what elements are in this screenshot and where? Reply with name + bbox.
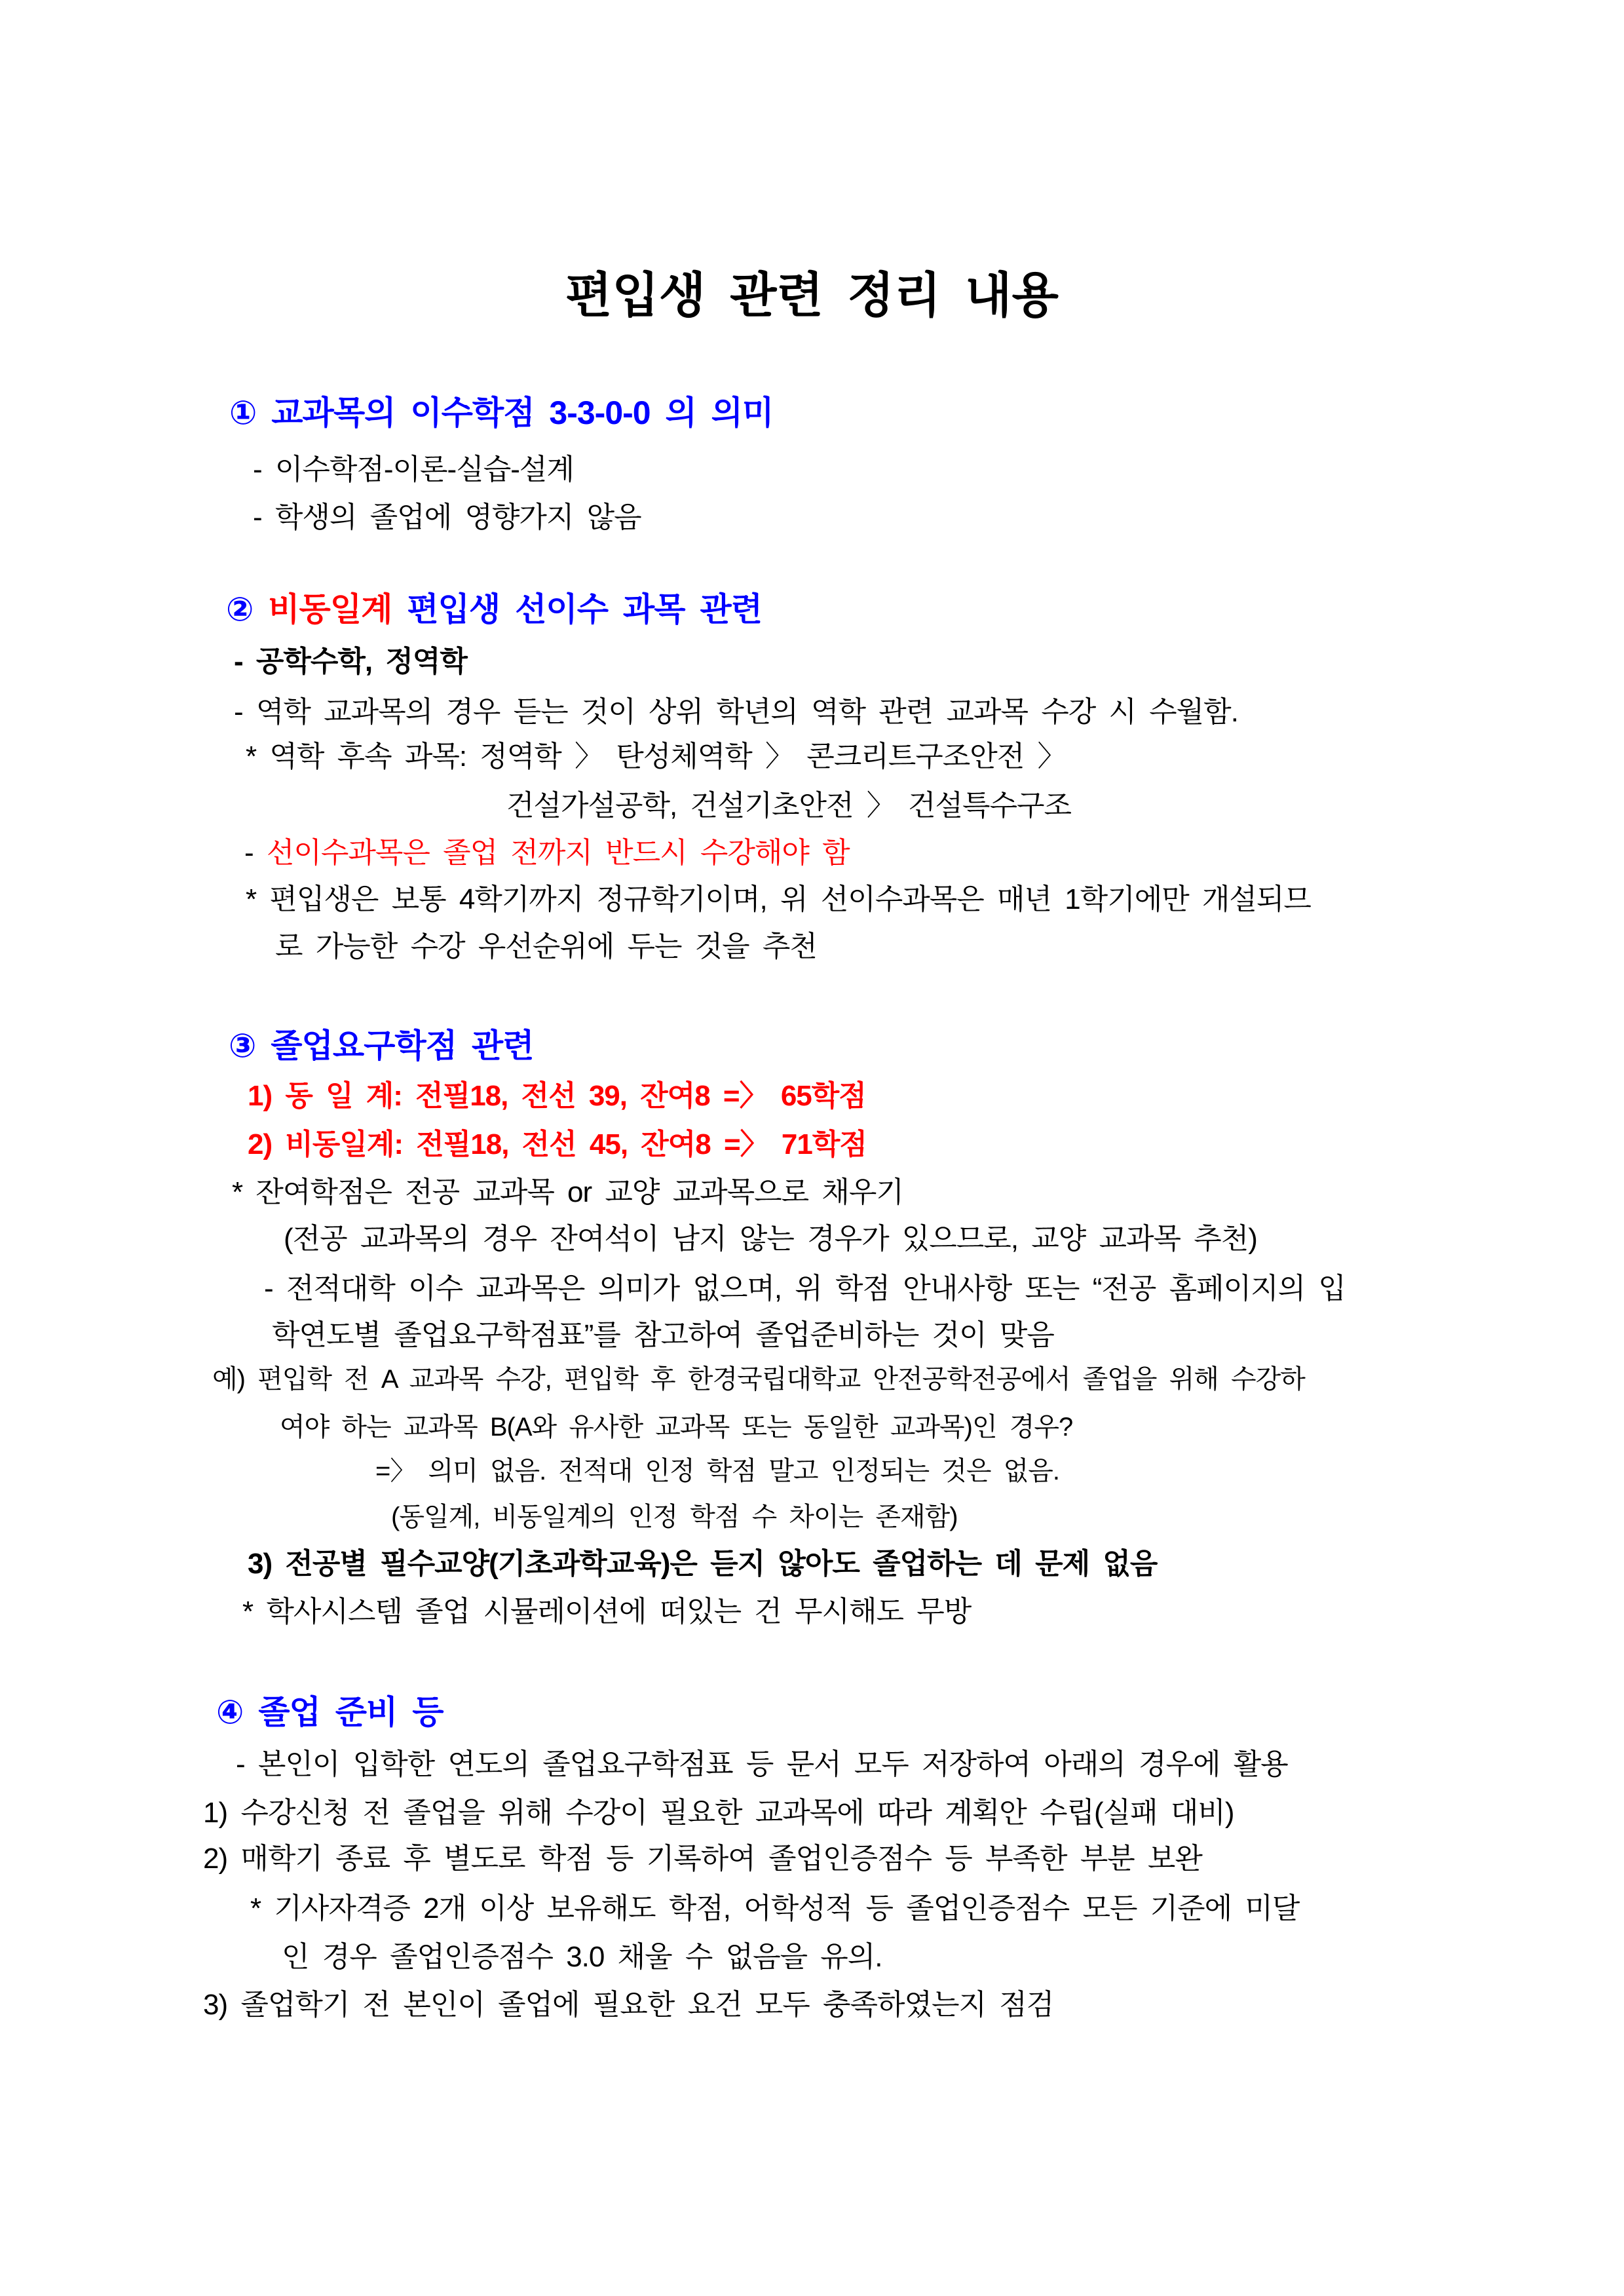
s4-line-certification-note: * 기사자격증 2개 이상 보유해도 학점, 어학성적 등 졸업인증점수 모든 기준에 미달 (250, 1892, 1300, 1924)
s3-line-previous-university-wrap: 학연도별 졸업요구학점표”를 참고하여 졸업준비하는 것이 맞음 (272, 1319, 1054, 1351)
s3-line-same-field-credits: 1) 동 일 계: 전필18, 전선 39, 잔여8 =〉 65학점 (248, 1080, 866, 1112)
s2-line-semester-note: * 편입생은 보통 4학기까지 정규학기이며, 위 선이수과목은 매년 1학기에만 개설되므 (246, 883, 1311, 915)
s1-line-no-effect: - 학생의 졸업에 영향가지 않음 (253, 501, 641, 533)
section-3-number: ③ (229, 1027, 271, 1064)
s1-line-credit-format: - 이수학점-이론-실습-설계 (253, 453, 574, 486)
section-2-heading-red-part: 비동일계 (268, 591, 392, 628)
s3-line-example-wrap: 여야 하는 교과목 B(A와 유사한 교과목 또는 동일한 교과목)인 경우? (280, 1413, 1073, 1442)
section-2-number: ② (226, 591, 269, 628)
s2-prereq-dash: - (244, 837, 267, 869)
section-3-heading-text: 졸업요구학점 관련 (271, 1027, 534, 1064)
section-2-heading (226, 591, 762, 629)
section-2-heading-rest: 편입생 선이수 과목 관련 (392, 591, 763, 628)
s3-line-example-answer: =〉 의미 없음. 전적대 인정 학점 말고 인정되는 것은 없음. (375, 1457, 1060, 1485)
s4-line-plan-before-registration: 1) 수강신청 전 졸업을 위해 수강이 필요한 교과목에 따라 계획안 수립(실패 대비) (203, 1797, 1234, 1829)
section-4-heading-text: 졸업 준비 등 (258, 1694, 444, 1731)
s2-line-courses: - 공학수학, 정역학 (234, 645, 467, 678)
s3-line-example: 예) 편입학 전 A 교과목 수강, 편입학 후 한경국립대학교 안전공학전공에서 졸업을 위해 수강하 (212, 1365, 1305, 1394)
section-3-heading (229, 1027, 534, 1065)
page-title: 편입생 관련 정리 내용 (565, 268, 1059, 322)
section-1-number: ① (229, 394, 272, 431)
section-4-number: ④ (216, 1694, 259, 1731)
section-1-heading (229, 394, 773, 432)
s3-line-required-liberal-arts: 3) 전공별 필수교양(기초과학교육)은 듣지 않아도 졸업하는 데 문제 없음 (248, 1548, 1158, 1580)
s4-line-final-check: 3) 졸업학기 전 본인이 졸업에 필요한 요건 모두 충족하였는지 점검 (203, 1989, 1054, 2021)
s3-line-remaining-credits: * 잔여학점은 전공 교과목 or 교양 교과목으로 채우기 (232, 1176, 903, 1208)
s3-line-previous-university: - 전적대학 이수 교과목은 의미가 없으며, 위 학점 안내사항 또는 “전공 홈페이지의 입 (264, 1272, 1346, 1305)
s4-line-certification-note-wrap: 인 경우 졸업인증점수 3.0 채울 수 없음을 유의. (282, 1941, 882, 1973)
s4-line-save-documents: - 본인이 입학한 연도의 졸업요구학점표 등 문서 모두 저장하여 아래의 경우에 활용 (236, 1748, 1288, 1780)
s3-line-example-answer-note: (동일계, 비동일계의 인정 학점 수 차이는 존재함) (391, 1502, 958, 1531)
s2-line-follow-up-courses: * 역학 후속 과목: 정역학 〉 탄성체역학 〉 콘크리트구조안전 〉 (246, 740, 1066, 773)
s3-line-remaining-credits-note: (전공 교과목의 경우 잔여석이 남지 않는 경우가 있으므로, 교양 교과목 추천) (284, 1223, 1257, 1255)
s2-prereq-warning-text: 선이수과목은 졸업 전까지 반드시 수강해야 함 (266, 837, 850, 869)
section-4-heading (216, 1694, 444, 1732)
s2-line-follow-up-courses-wrap: 건설가설공학, 건설기초안전 〉 건설특수구조 (506, 790, 1071, 822)
s3-line-simulation-note: * 학사시스템 졸업 시뮬레이션에 떠있는 건 무시해도 무방 (242, 1596, 972, 1628)
s3-line-different-field-credits: 2) 비동일계: 전필18, 전선 45, 잔여8 =〉 71학점 (248, 1128, 867, 1160)
s2-line-mechanics-benefit: - 역학 교과목의 경우 듣는 것이 상위 학년의 역학 관련 교과목 수강 시 수월함. (234, 696, 1238, 728)
s2-line-semester-note-wrap: 로 가능한 수강 우선순위에 두는 것을 추천 (275, 930, 817, 963)
s2-line-prerequisite-warning (244, 837, 850, 870)
section-1-heading-text: 교과목의 이수학점 3-3-0-0 의 의미 (271, 394, 774, 431)
s4-line-record-after-semester: 2) 매학기 종료 후 별도로 학점 등 기록하여 졸업인증점수 등 부족한 부분 보완 (203, 1843, 1202, 1875)
